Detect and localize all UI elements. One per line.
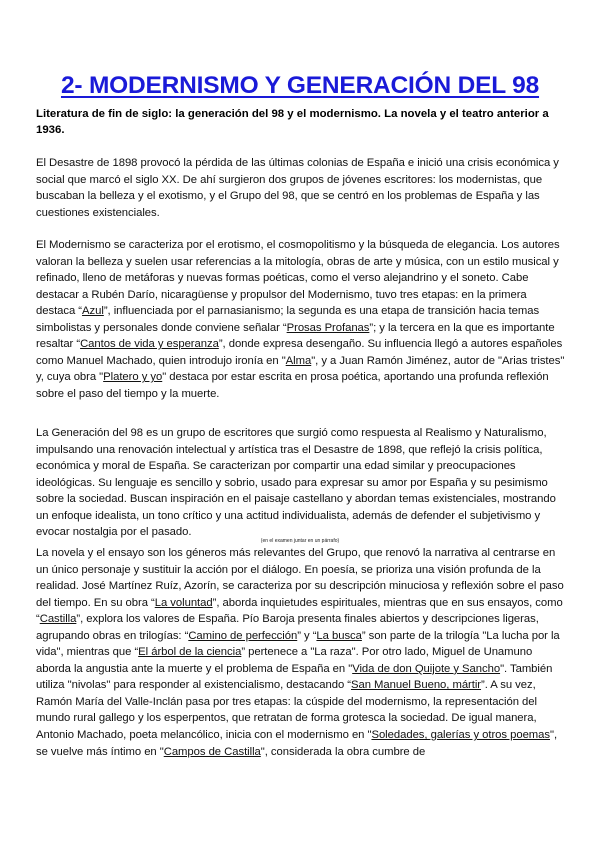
paragraph-modernismo (36, 237, 566, 402)
text-segment: ", se vuelve más íntimo en " (36, 729, 558, 758)
underlined-work-title: El árbol de la ciencia (138, 646, 242, 659)
paragraph-novela-ensayo (36, 545, 566, 760)
text-segment: ” y “ (297, 629, 317, 642)
exam-note: (en el examen juntar en un párrafo) (260, 538, 340, 544)
underlined-work-title: Soledades, galerías y otros poemas (371, 729, 550, 742)
text-segment: ”. A su vez, Ramón María del Valle-Inclán pasa por tres etapas: la cúspide del modernismo, la representación del mundo rural gallego y los esperpentos, que retratan de forma grotesca la sociedad. De igual manera, Antonio Machado, poeta melancólico, inicia con el modernismo en " (36, 679, 537, 742)
text-segment: ”, donde expresa desengaño. Su influencia llegó a autores españoles como Manuel Machado, quien introdujo ironía en " (36, 338, 563, 367)
text-segment: " destaca por estar escrita en prosa poética, aportando una profunda reflexión sobre el paso del tiempo y la muerte. (36, 371, 549, 400)
text-segment: ”, explora los valores de España. Pío Baroja presenta finales abiertos y descripciones ligeras, agrupando obras en trilogías: “ (36, 613, 539, 642)
paragraph-intro: El Desastre de 1898 provocó la pérdida de las últimas colonias de España e inició una crisis económica y social que marcó el siglo XX. De ahí surgieron dos grupos de jóvenes escritores: los modernistas, que buscaban la belleza y el exotismo, y el Grupo del 98, que se centró en los problemas de España y las cuestiones existenciales. (36, 157, 559, 219)
underlined-work-title: Castilla (39, 613, 77, 626)
underlined-work-title: Campos de Castilla (163, 745, 261, 758)
underlined-work-title: La voluntad (154, 596, 213, 609)
underlined-work-title: Platero y yo (103, 371, 163, 384)
page-title: 2- MODERNISMO Y GENERACIÓN DEL 98 (60, 72, 540, 99)
underlined-work-title: La busca (316, 629, 362, 642)
underlined-work-title: Prosas Profanas (286, 321, 370, 334)
text-segment: ”; y la tercera en la que es importante resaltar “ (36, 321, 555, 351)
underlined-work-title: Camino de perfección (188, 629, 298, 642)
underlined-work-title: Azul (82, 305, 104, 318)
text-segment: El Modernismo se caracteriza por el erotismo, el cosmopolitismo y la búsqueda de elegancia. Los autores valoran la belleza y suelen usar referencias a la mitología, obras de arte y música, con un estilo musical y refinado, lleno de metáforas y nuevas formas poéticas, como el verso alejandrino y el soneto. Cabe destacar a Rubén Darío, nicaragüense y propulsor del Modernismo, tuvo tres etapas: en la primera destaca “ (36, 239, 560, 318)
text-segment: ”, influenciada por el parnasianismo; la segunda es una etapa de transición hacia temas simbolistas y personales donde conviene señalar “ (36, 305, 540, 334)
text-segment: La novela y el ensayo son los géneros más relevantes del Grupo, que renovó la narrativa al centrarse en un único personaje y sustituir la acción por el diálogo. En poesía, se prioriza una visión profunda de la realidad. José Martínez Ruíz, Azorín, se caracteriza por su descripción minuciosa y reflexión sobre el paso del tiempo. En su obra “ (36, 547, 564, 609)
text-segment: ". También utiliza "nivolas" para responder al existencialismo, destacando “ (36, 662, 553, 692)
subtitle: Literatura de fin de siglo: la generación del 98 y el modernismo. La novela y el teatro anterior a 1936. (36, 108, 549, 136)
text-segment: ”, aborda inquietudes espirituales, mientras que en sus ensayos, como “ (36, 596, 563, 626)
underlined-work-title: San Manuel Bueno, mártir (350, 679, 482, 692)
paragraph-generacion-98: La Generación del 98 es un grupo de escritores que surgió como respuesta al Realismo y Naturalismo, impulsando una renovación intelectual y artística tras el Desastre de 1898, que reflejó la crisis política, económica y moral de España. Se caracterizan por compartir una edad similar y preocupaciones ideológicas. Su lenguaje es sencillo y sobrio, usado para expresar su amor por España y su pesimismo sobre la sociedad. Buscan inspiración en el paisaje castellano y abordan temas existenciales, mostrando un enfoque idealista, un tono crítico y una actitud individualista, además de defender el subjetivismo y evocar nostalgia por el pasado. (36, 427, 556, 539)
text-segment: ” pertenece a "La raza". Por otro lado, Miguel de Unamuno aborda la angustia ante la muerte y el problema de España en " (36, 646, 533, 675)
underlined-work-title: Alma (285, 354, 312, 367)
text-segment: ” son parte de la trilogía "La lucha por la vida", mientras que “ (36, 629, 560, 659)
text-segment: ", y a Juan Ramón Jiménez, autor de "Arias tristes" y, cuya obra " (36, 354, 565, 384)
underlined-work-title: Vida de don Quijote y Sancho (352, 662, 501, 675)
underlined-work-title: Cantos de vida y esperanza (80, 338, 219, 351)
text-segment: ", considerada la obra cumbre de (260, 745, 426, 758)
